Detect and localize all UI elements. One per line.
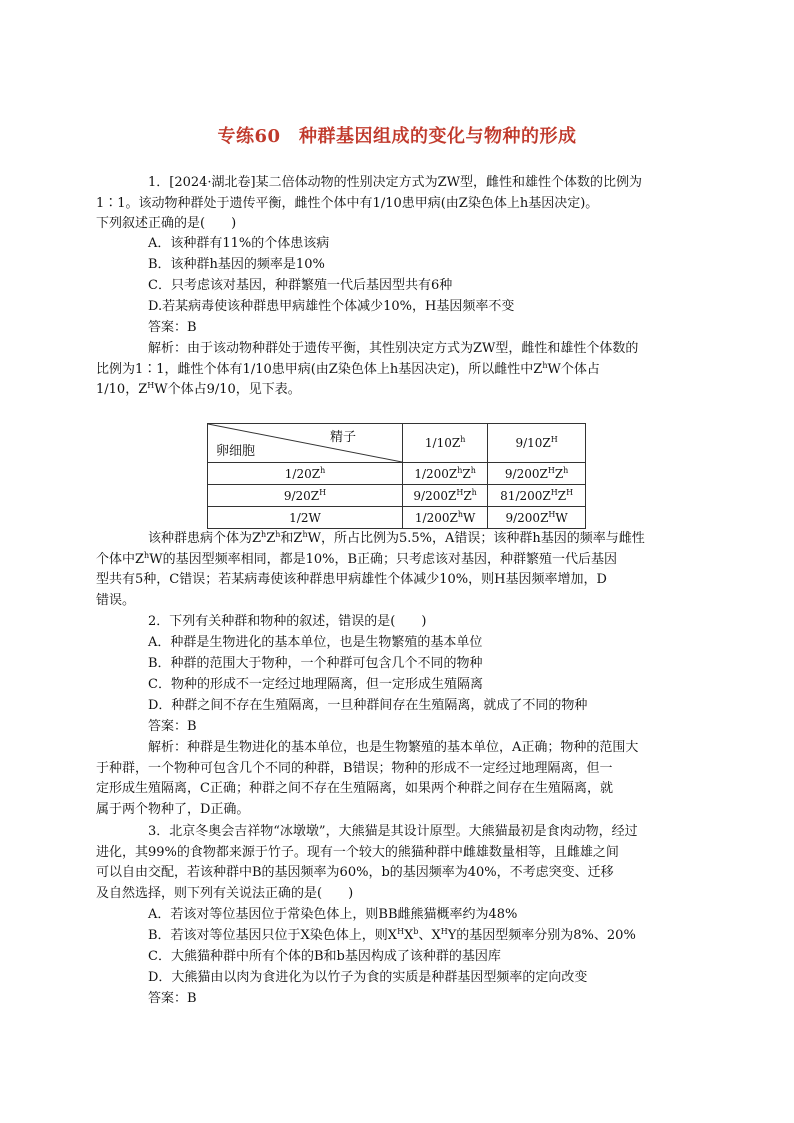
text-line: 进化，其99%的食物都来源于竹子。现有一个较大的熊猫种群中雌雄数量相等，且雌雄之间 bbox=[96, 844, 619, 860]
table-cell: $1/200Z^hW$ bbox=[403, 507, 488, 529]
q1-analysis-continued bbox=[96, 529, 678, 611]
q3-option-a: A．若该对等位基因位于常染色体上，则BB雌熊猫概率约为48% bbox=[148, 907, 518, 922]
q2-option-d: D．种群之间不存在生殖隔离，一旦种群间存在生殖隔离，就成了不同的物种 bbox=[148, 698, 588, 713]
q3-option-b: B．若该对等位基因只位于X染色体上，则$X^HX^b$、$X^HY$的基因型频率分别为8%、20% bbox=[148, 927, 636, 943]
question-1-stem bbox=[96, 173, 678, 235]
header-sperm: 精子 bbox=[329, 430, 356, 445]
text-line: 型共有5种，C错误；若某病毒使该种群患甲病雄性个体减少10%，则H基因频率增加，D bbox=[96, 572, 607, 587]
table-header-cell: $9/10Z^H$ bbox=[488, 424, 586, 463]
q2-option-b: B．种群的范围大于物种，一个种群可包含几个不同的物种 bbox=[148, 656, 483, 671]
text-line: 1∶1。该动物种群处于遗传平衡，雌性个体中有1/10患甲病(由Z染色体上h基因决定)。 bbox=[96, 195, 599, 211]
q1-option-a: A．该种群有11%的个体患该病 bbox=[148, 236, 330, 251]
table-cell: $9/200Z^HZ^h$ bbox=[403, 485, 488, 507]
q2-option-a: A．种群是生物进化的基本单位，也是生物繁殖的基本单位 bbox=[148, 635, 483, 650]
question-2-stem: 2．下列有关种群和物种的叙述，错误的是( ) bbox=[148, 614, 427, 629]
text-line: 错误。 bbox=[96, 592, 136, 608]
q1-option-c: C．只考虑该对基因，种群繁殖一代后基因型共有6种 bbox=[148, 278, 453, 293]
q2-answer: 答案：B bbox=[148, 719, 197, 734]
q3-answer: 答案：B bbox=[148, 991, 197, 1006]
text-line: 1/10，$Z^HW$个体占9/10，见下表。 bbox=[96, 381, 301, 397]
text-line: 该种群患病个体为$Z^hZ^h$和$Z^hW$，所占比例为5.5%，A错误；该种群h基因的频率与雌性 bbox=[148, 530, 645, 546]
table-cell: $1/200Z^hZ^h$ bbox=[403, 463, 488, 485]
header-egg: 卵细胞 bbox=[216, 444, 256, 459]
q2-option-c: C．物种的形成不一定经过地理隔离，但一定形成生殖隔离 bbox=[148, 677, 483, 692]
text-line: 解析：由于该动物种群处于遗传平衡，其性别决定方式为ZW型，雌性和雄性个体数的 bbox=[148, 341, 639, 356]
q1-analysis bbox=[96, 339, 678, 401]
table-row bbox=[208, 507, 586, 529]
text-line: 于种群，一个物种可包含几个不同的种群，B错误；物种的形成不一定经过地理隔离，但一 bbox=[96, 760, 613, 776]
text-line: 3．北京冬奥会吉祥物“冰墩墩”，大熊猫是其设计原型。大熊猫最初是食肉动物，经过 bbox=[148, 824, 638, 839]
table-row bbox=[208, 463, 586, 485]
text-line: 比例为1∶1，雌性个体有1/10患甲病(由Z染色体上h基因决定)，所以雌性中$Z^hW$个体占 bbox=[96, 360, 600, 377]
table-corner-cell bbox=[208, 424, 403, 463]
q1-option-d: D.若某病毒使该种群患甲病雄性个体减少10%，H基因频率不变 bbox=[148, 299, 515, 314]
text-line: 定形成生殖隔离，C正确；种群之间不存在生殖隔离，如果两个种群之间存在生殖隔离，就 bbox=[96, 781, 613, 796]
q1-answer: 答案：B bbox=[148, 320, 197, 335]
q1-option-b: B．该种群h基因的频率是10% bbox=[148, 257, 325, 272]
q2-analysis bbox=[96, 738, 678, 820]
text-line: 个体中$Z^hW$的基因型频率相同，都是10%，B正确；只考虑该对基因，种群繁殖一代后基因 bbox=[96, 550, 618, 567]
table-cell: $9/200Z^HW$ bbox=[488, 507, 586, 529]
table-cell: $9/200Z^HZ^h$ bbox=[488, 463, 586, 485]
table-header-cell: $1/10Z^h$ bbox=[403, 424, 488, 463]
text-line: 及自然选择，则下列有关说法正确的是( ) bbox=[96, 885, 354, 901]
question-3-stem bbox=[96, 822, 678, 904]
text-line: 属于两个物种了，D正确。 bbox=[96, 801, 250, 817]
table-cell: $9/20Z^H$ bbox=[208, 485, 403, 507]
text-line: 可以自由交配，若该种群中B的基因频率为60%，b的基因频率为40%，不考虑突变、迁移 bbox=[96, 865, 614, 880]
q3-option-c: C．大熊猫种群中所有个体的B和b基因构成了该种群的基因库 bbox=[148, 949, 501, 964]
table-cell: $1/20Z^h$ bbox=[208, 463, 403, 485]
text-line: 下列叙述正确的是( ) bbox=[96, 216, 237, 231]
q3-option-d: D．大熊猫由以肉为食进化为以竹子为食的实质是种群基因型频率的定向改变 bbox=[148, 970, 588, 985]
table-row bbox=[208, 485, 586, 507]
table-cell: $81/200Z^HZ^H$ bbox=[488, 485, 586, 507]
text-line: 解析：种群是生物进化的基本单位，也是生物繁殖的基本单位，A正确；物种的范围大 bbox=[148, 740, 639, 755]
punnett-table bbox=[207, 423, 586, 529]
text-line: 1．[2024·湖北卷]某二倍体动物的性别决定方式为ZW型，雌性和雄性个体数的比例为 bbox=[148, 175, 643, 190]
table-cell: 1/2W bbox=[208, 507, 403, 529]
page-title: 专练60 种群基因组成的变化与物种的形成 bbox=[217, 126, 577, 147]
